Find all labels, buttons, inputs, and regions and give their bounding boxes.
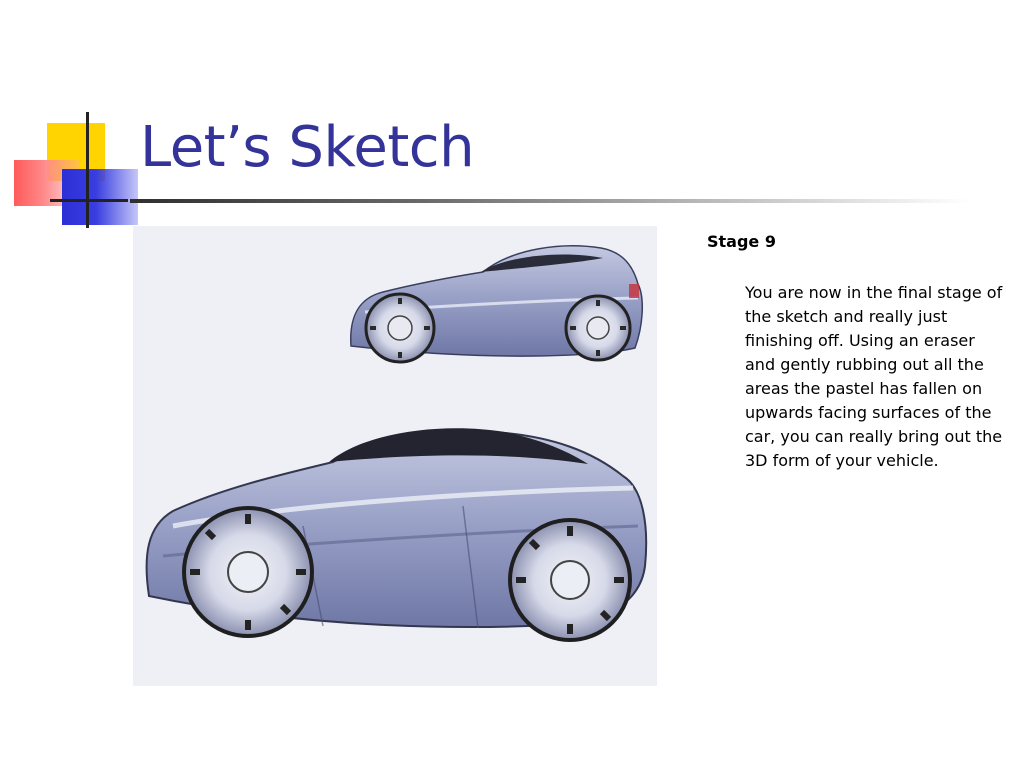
stage-label: Stage 9 <box>707 232 776 251</box>
slide-logo-decoration <box>0 0 140 230</box>
car-sketch-image <box>133 226 657 686</box>
large-car-sketch <box>147 428 647 640</box>
logo-vertical-line <box>86 112 89 228</box>
title-underline-rule <box>130 199 970 203</box>
small-car-sketch <box>351 246 643 362</box>
logo-blue-square <box>62 169 138 225</box>
slide-title: Let’s Sketch <box>140 115 475 180</box>
logo-horizontal-line <box>50 199 128 202</box>
stage-description: You are now in the final stage of the sketch and really just finishing off. Using an eraser and gently rubbing out all the areas the pastel has fallen on upwards facing surfaces of the car, you can really bring out the 3D form of your vehicle. <box>745 283 1003 470</box>
